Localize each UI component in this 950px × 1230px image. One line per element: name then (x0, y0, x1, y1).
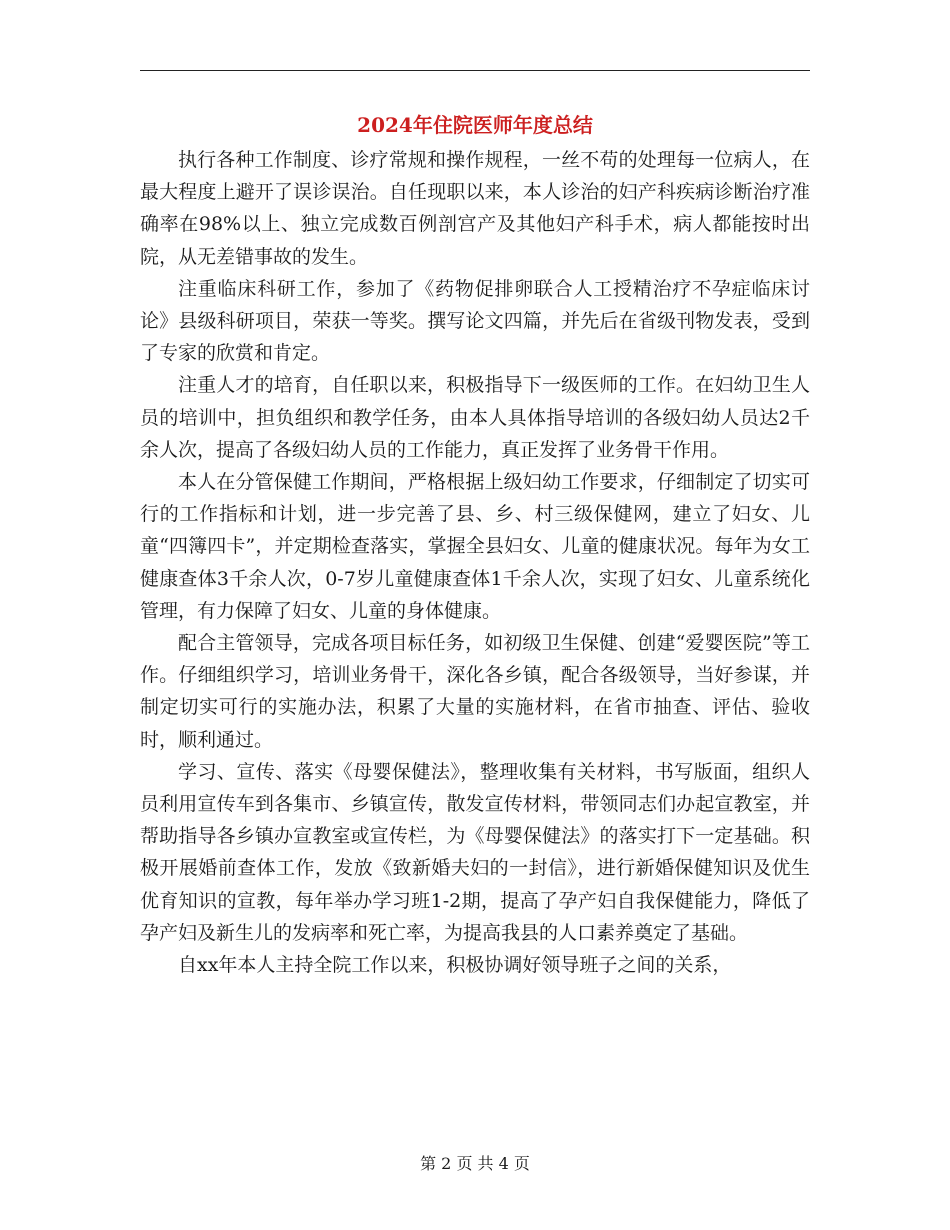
page-footer: 第 2 页 共 4 页 (420, 1154, 530, 1173)
paragraph: 执行各种工作制度、诊疗常规和操作规程，一丝不苟的处理每一位病人，在最大程度上避开了误诊误治。自任现职以来，本人诊治的妇产科疾病诊断治疗准确率在98%以上、独立完成数百例剖宫产及其他妇产科手术，病人都能按时出院，从无差错事故的发生。 (140, 149, 810, 268)
document-body (140, 144, 810, 981)
paragraph: 自xx年本人主持全院工作以来，积极协调好领导班子之间的关系， (178, 954, 732, 977)
paragraph: 本人在分管保健工作期间，严格根据上级妇幼工作要求，仔细制定了切实可行的工作指标和计划，进一步完善了县、乡、村三级保健网，建立了妇女、儿童“四簿四卡”，并定期检查落实，掌握全县妇女、儿童的健康状况。每年为女工健康查体3千余人次，0-7岁儿童健康查体1千余人次，实现了妇女、儿童系统化管理，有力保障了妇女、儿童的身体健康。 (140, 471, 810, 622)
paragraph: 注重人才的培育，自任职以来，积极指导下一级医师的工作。在妇幼卫生人员的培训中，担负组织和教学任务，由本人具体指导培训的各级妇幼人员达2千余人次，提高了各级妇幼人员的工作能力，真正发挥了业务骨干作用。 (140, 374, 810, 461)
paragraph: 注重临床科研工作，参加了《药物促排卵联合人工授精治疗不孕症临床讨论》县级科研项目，荣获一等奖。撰写论文四篇，并先后在省级刊物发表，受到了专家的欣赏和肯定。 (140, 277, 810, 365)
paragraph: 配合主管领导，完成各项目标任务，如初级卫生保健、创建“爱婴医院”等工作。仔细组织学习，培训业务骨干，深化各乡镇，配合各级领导，当好参谋，并制定切实可行的实施办法，积累了大量的实施材料，在省市抽查、评估、验收时，顺利通过。 (140, 632, 810, 751)
document-title: 2024年住院医师年度总结 (357, 113, 593, 137)
header-rule (140, 70, 810, 71)
paragraph: 学习、宣传、落实《母婴保健法》，整理收集有关材料，书写版面，组织人员利用宣传车到各集市、乡镇宣传，散发宣传材料，带领同志们办起宣教室，并帮助指导各乡镇办宣教室或宣传栏，为《母婴保健法》的落实打下一定基础。积极开展婚前查体工作，发放《致新婚夫妇的一封信》，进行新婚保健知识及优生优育知识的宣教，每年举办学习班1-2期，提高了孕产妇自我保健能力，降低了孕产妇及新生儿的发病率和死亡率，为提高我县的人口素养奠定了基础。 (140, 760, 810, 944)
